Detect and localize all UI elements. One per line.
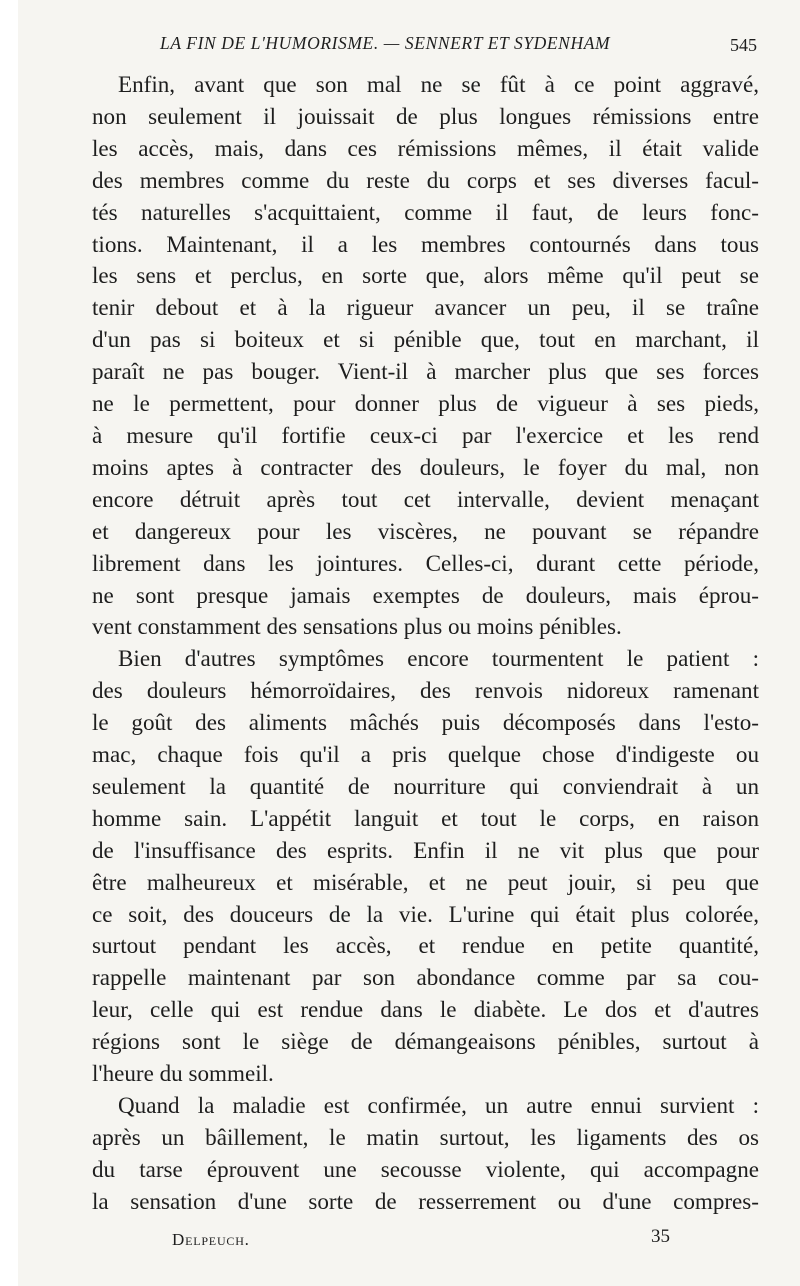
text-line: ne sont presque jamais exemptes de douleurs, mais éprou- (92, 581, 759, 608)
paragraph-1 (92, 69, 759, 643)
text-line: la sensation d'une sorte de resserrement ou d'une compres- (92, 1187, 759, 1214)
text-line: des douleurs hémorroïdaires, des renvois nidoreux ramenant (92, 677, 759, 704)
page-number: 545 (730, 35, 757, 55)
text-line: tés naturelles s'acquittaient, comme il faut, de leurs fonc- (92, 198, 759, 225)
text-line: être malheureux et misérable, et ne peut jouir, si peu que (92, 868, 759, 895)
text-line: le goût des aliments mâchés puis décomposés dans l'esto- (92, 709, 759, 736)
signature-mark: Delpeuch. (172, 1230, 250, 1249)
paragraph-3 (92, 1090, 759, 1218)
text-line: vent constamment des sensations plus ou moins pénibles. (92, 613, 622, 640)
paragraph-2 (92, 643, 759, 1090)
sheet-number: 35 (651, 1226, 670, 1247)
text-line: Quand la maladie est confirmée, un autre ennui survient : (118, 1092, 759, 1118)
text-line: les sens et perclus, en sorte que, alors même qu'il peut se (92, 262, 759, 289)
text-line: Bien d'autres symptômes encore tourmentent le patient : (118, 645, 759, 672)
text-line: tenir debout et à la rigueur avancer un peu, il se traîne (92, 294, 759, 321)
text-line: de l'insuffisance des esprits. Enfin il ne vit plus que pour (92, 836, 759, 863)
text-line: Enfin, avant que son mal ne se fût à ce point aggravé, (118, 71, 759, 97)
text-line: homme sain. L'appétit languit et tout le corps, en raison (92, 804, 759, 831)
text-line: librement dans les jointures. Celles-ci, durant cette période, (92, 549, 759, 576)
text-line: à mesure qu'il fortifie ceux-ci par l'exercice et les rend (92, 421, 759, 448)
text-line: surtout pendant les accès, et rendue en petite quantité, (92, 932, 759, 959)
page-margin (0, 0, 18, 1286)
text-line: des membres comme du reste du corps et ses diverses facul- (92, 166, 759, 193)
text-line: régions sont le siège de démangeaisons pénibles, surtout à (92, 1028, 759, 1055)
text-line: l'heure du sommeil. (92, 1060, 274, 1087)
text-line: ne le permettent, pour donner plus de vigueur à ses pieds, (92, 390, 759, 417)
body-text (92, 69, 759, 1218)
text-line: paraît ne pas bouger. Vient-il à marcher plus que ses forces (92, 358, 759, 385)
text-line: moins aptes à contracter des douleurs, le foyer du mal, non (92, 453, 759, 480)
text-line: encore détruit après tout cet intervalle, devient menaçant (92, 485, 759, 512)
text-line: rappelle maintenant par son abondance comme par sa cou- (92, 964, 759, 991)
text-line: leur, celle qui est rendue dans le diabète. Le dos et d'autres (92, 996, 759, 1023)
text-line: mac, chaque fois qu'il a pris quelque chose d'indigeste ou (92, 741, 759, 768)
text-line: ce soit, des douceurs de la vie. L'urine qui était plus colorée, (92, 900, 759, 927)
text-line: non seulement il jouissait de plus longues rémissions entre (92, 102, 759, 129)
running-title: LA FIN DE L'HUMORISME. — SENNERT ET SYDENHAM (160, 33, 611, 53)
text-line: tions. Maintenant, il a les membres contournés dans tous (92, 230, 759, 257)
text-line: les accès, mais, dans ces rémissions mêmes, il était valide (92, 134, 759, 161)
text-line: après un bâillement, le matin surtout, les ligaments des os (92, 1123, 759, 1150)
text-line: et dangereux pour les viscères, ne pouvant se répandre (92, 517, 759, 544)
text-line: d'un pas si boiteux et si pénible que, tout en marchant, il (92, 326, 759, 353)
text-line: du tarse éprouvent une secousse violente, qui accompagne (92, 1155, 759, 1182)
text-line: seulement la quantité de nourriture qui conviendrait à un (92, 772, 759, 799)
